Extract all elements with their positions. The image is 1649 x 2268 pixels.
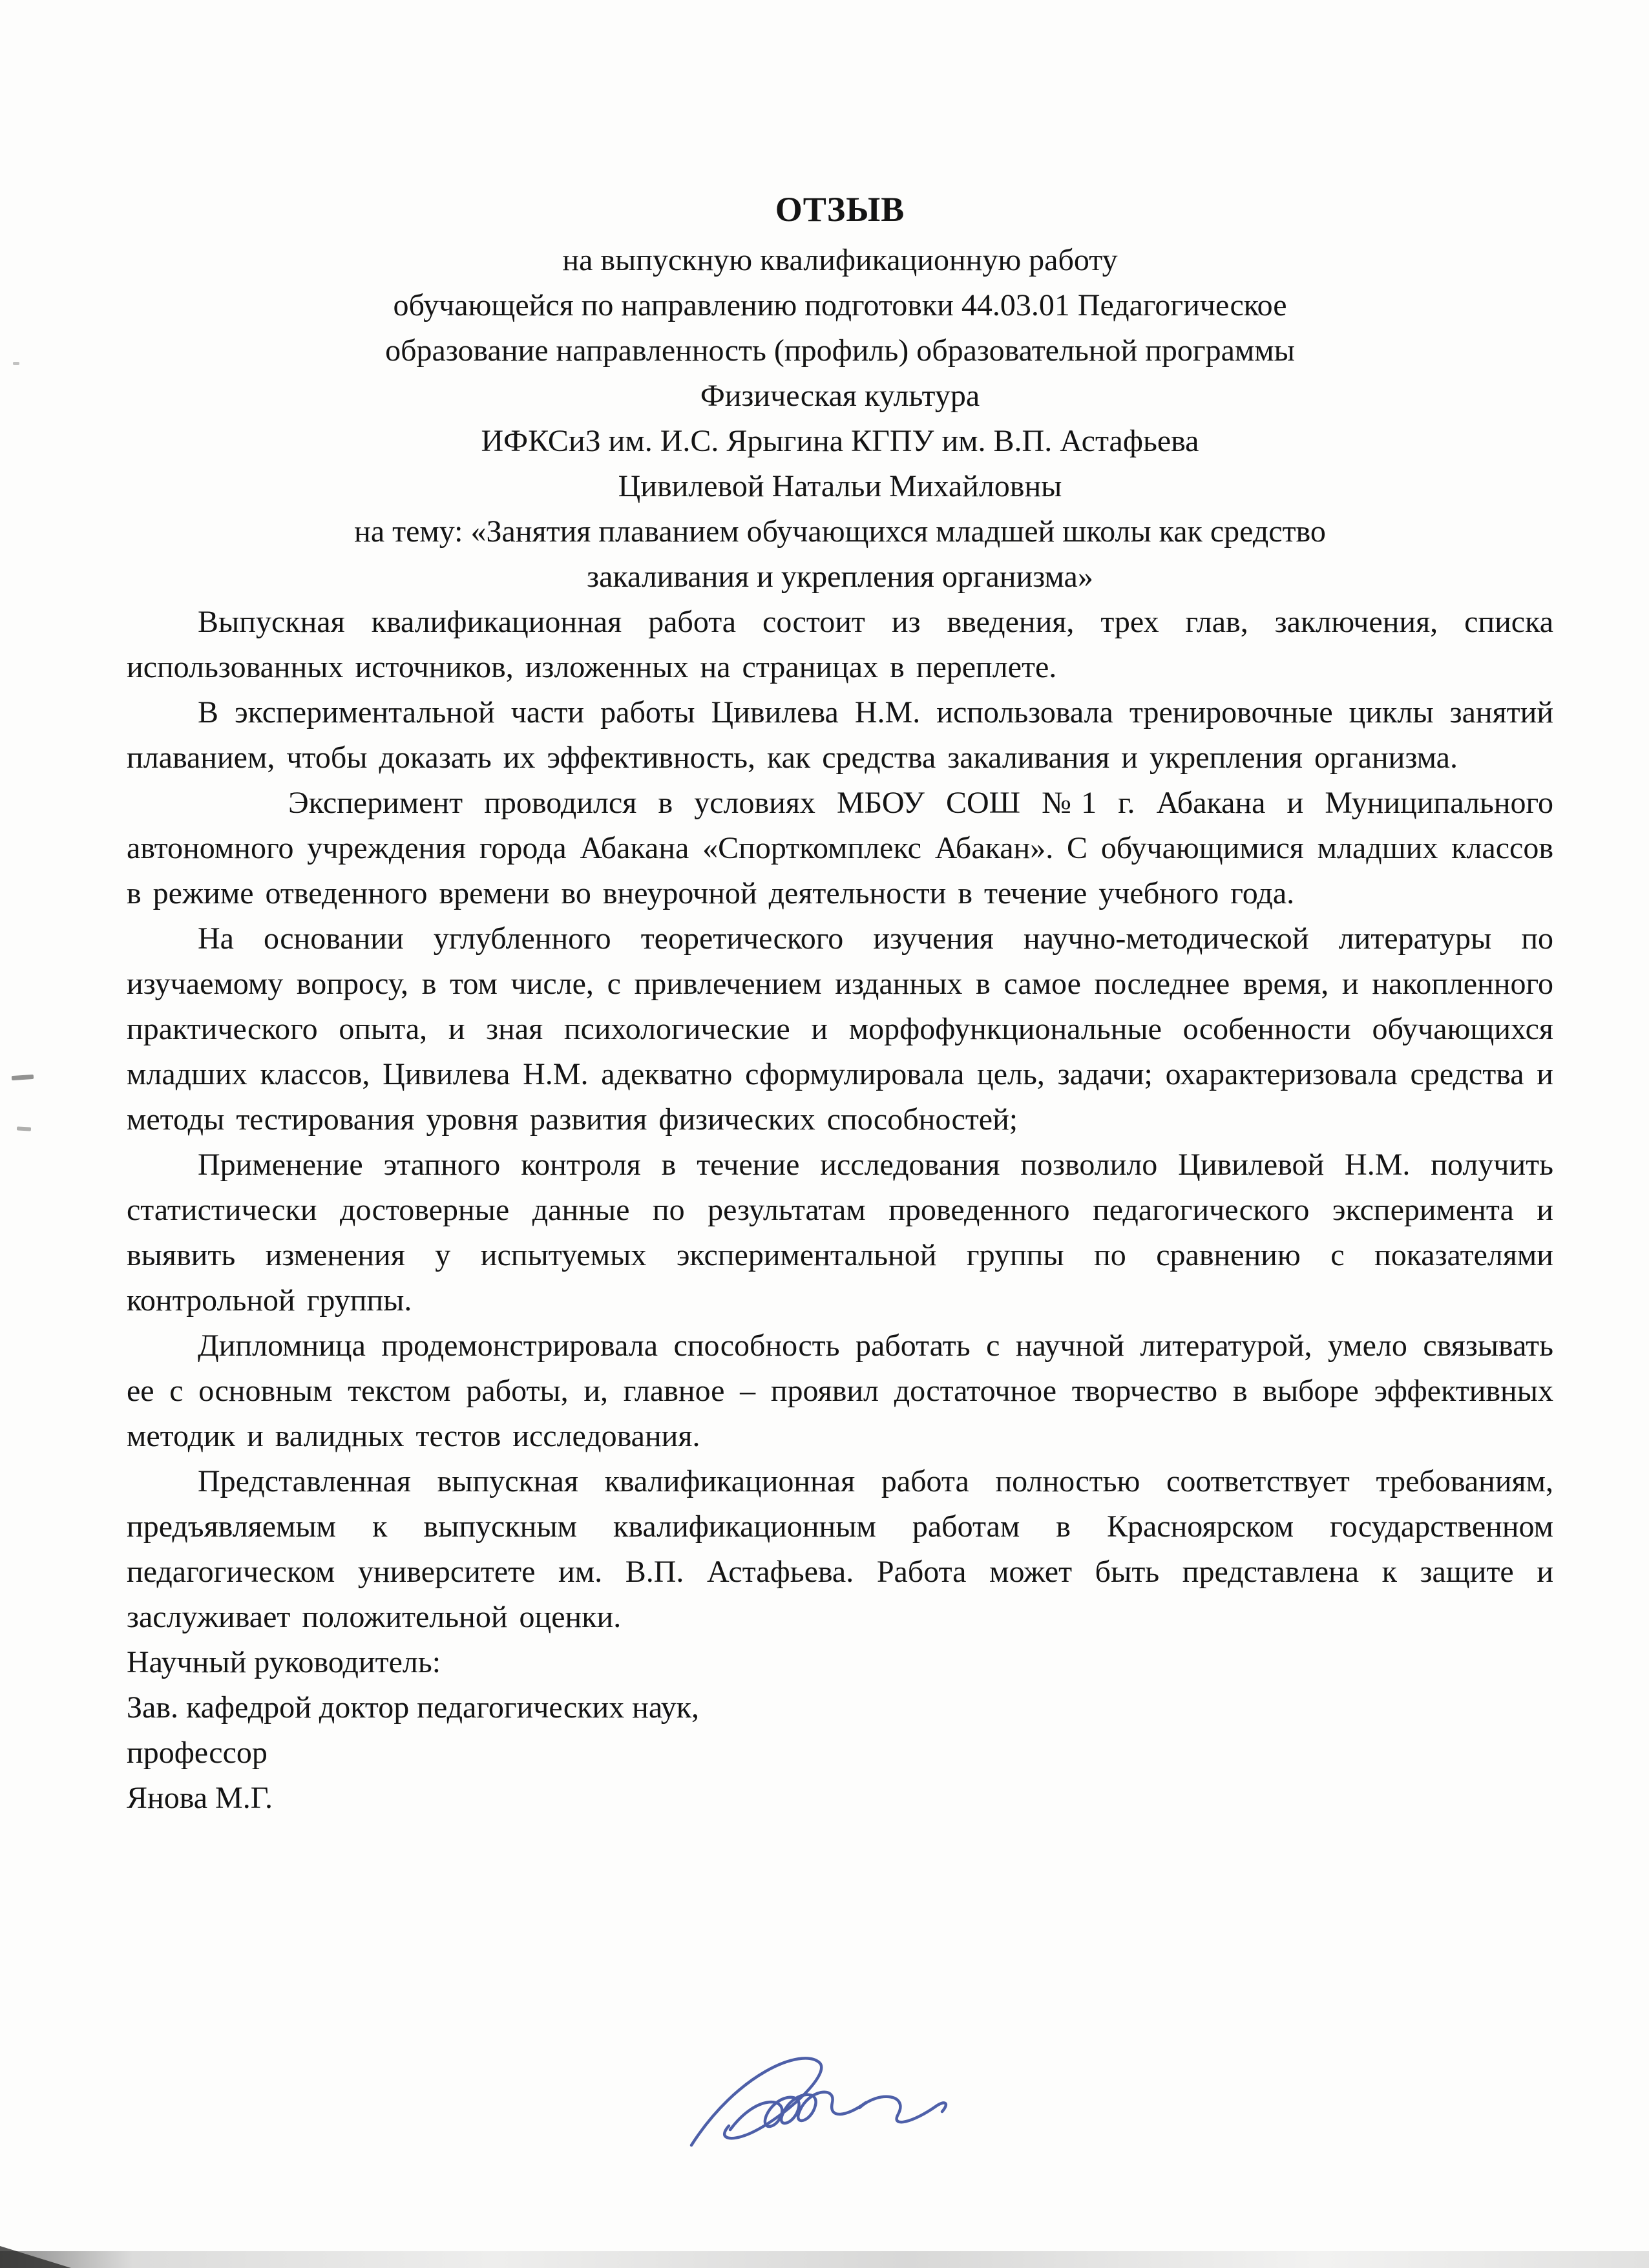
header-line: Цивилевой Натальи Михайловны (618, 469, 1062, 503)
paragraph: В экспериментальной части работы Цивилева Н.М. использовала тренировочные циклы занятий плаванием, чтобы доказать их эффективность, как средства закаливания и укрепления организма. (127, 695, 1553, 775)
paragraph: На основании углубленного теоретического изучения научно-методической литературы по изучаемому вопросу, в том числе, с привлечением изданных в самое последнее время, и накопленного практического опыта, и зная психологические и морфофункциональные особенности обучающихся младших классов, Цивилева Н.М. адекватно сформулировала цель, задачи; охарактеризовала средства и методы тестирования уровня развития физических способностей; (127, 921, 1553, 1137)
scan-smudge (12, 1075, 34, 1080)
paragraph: Эксперимент проводился в условиях МБОУ СОШ №1 г. Абакана и Муниципального автономного учреждения города Абакана «Спорткомплекс Абакан». С обучающимися младших классов в режиме отведенного времени во внеурочной деятельности в течение учебного года. (127, 786, 1553, 910)
document-title: ОТЗЫВ (775, 190, 905, 229)
supervisor-label: Научный руководитель: (127, 1645, 441, 1679)
supervisor-name: Янова М.Г. (127, 1781, 273, 1815)
supervisor-rank: профессор (127, 1736, 268, 1770)
header-line: закаливания и укрепления организма» (587, 560, 1093, 594)
scan-smudge (13, 362, 19, 365)
paragraph: Применение этапного контроля в течение исследования позволило Цивилевой Н.М. получить статистически достоверные данные по результатам проведенного педагогического эксперимента и выявить изменения у испытуемых экспериментальной группы по сравнению с показателями контрольной группы. (127, 1148, 1553, 1318)
header-line: Физическая культура (700, 379, 980, 413)
handwritten-signature (653, 2035, 976, 2178)
scan-smudge (17, 1126, 31, 1131)
paragraph: Выпускная квалификационная работа состоит из введения, трех глав, заключения, списка использованных источников, изложенных на страницах в переплете. (127, 605, 1553, 684)
paragraph: Представленная выпускная квалификационная работа полностью соответствует требованиям, предъявляемым к выпускным квалификационным работам в Красноярском государственном педагогическом университете им. В.П. Астафьева. Работа может быть представлена к защите и заслуживает положительной оценки. (127, 1464, 1553, 1634)
signature-block (127, 1640, 1553, 1821)
header-line: образование направленность (профиль) образовательной программы (385, 333, 1295, 368)
header-line: на выпускную квалификационную работу (562, 243, 1118, 277)
scan-edge-shadow (0, 2251, 1649, 2268)
paragraph: Дипломница продемонстрировала способность работать с научной литературой, умело связывать ее с основным текстом работы, и, главное – проявил достаточное творчество в выборе эффективных методик и валидных тестов исследования. (127, 1328, 1553, 1453)
document-header (127, 238, 1553, 600)
header-line: обучающейся по направлению подготовки 44.03.01 Педагогическое (393, 288, 1287, 322)
header-line: ИФКСиЗ им. И.С. Ярыгина КГПУ им. В.П. Астафьева (481, 424, 1199, 458)
document-content (127, 186, 1553, 1821)
supervisor-position: Зав. кафедрой доктор педагогических наук, (127, 1690, 700, 1725)
document-body (127, 600, 1553, 1640)
header-line: на тему: «Занятия плаванием обучающихся младшей школы как средство (354, 514, 1326, 549)
